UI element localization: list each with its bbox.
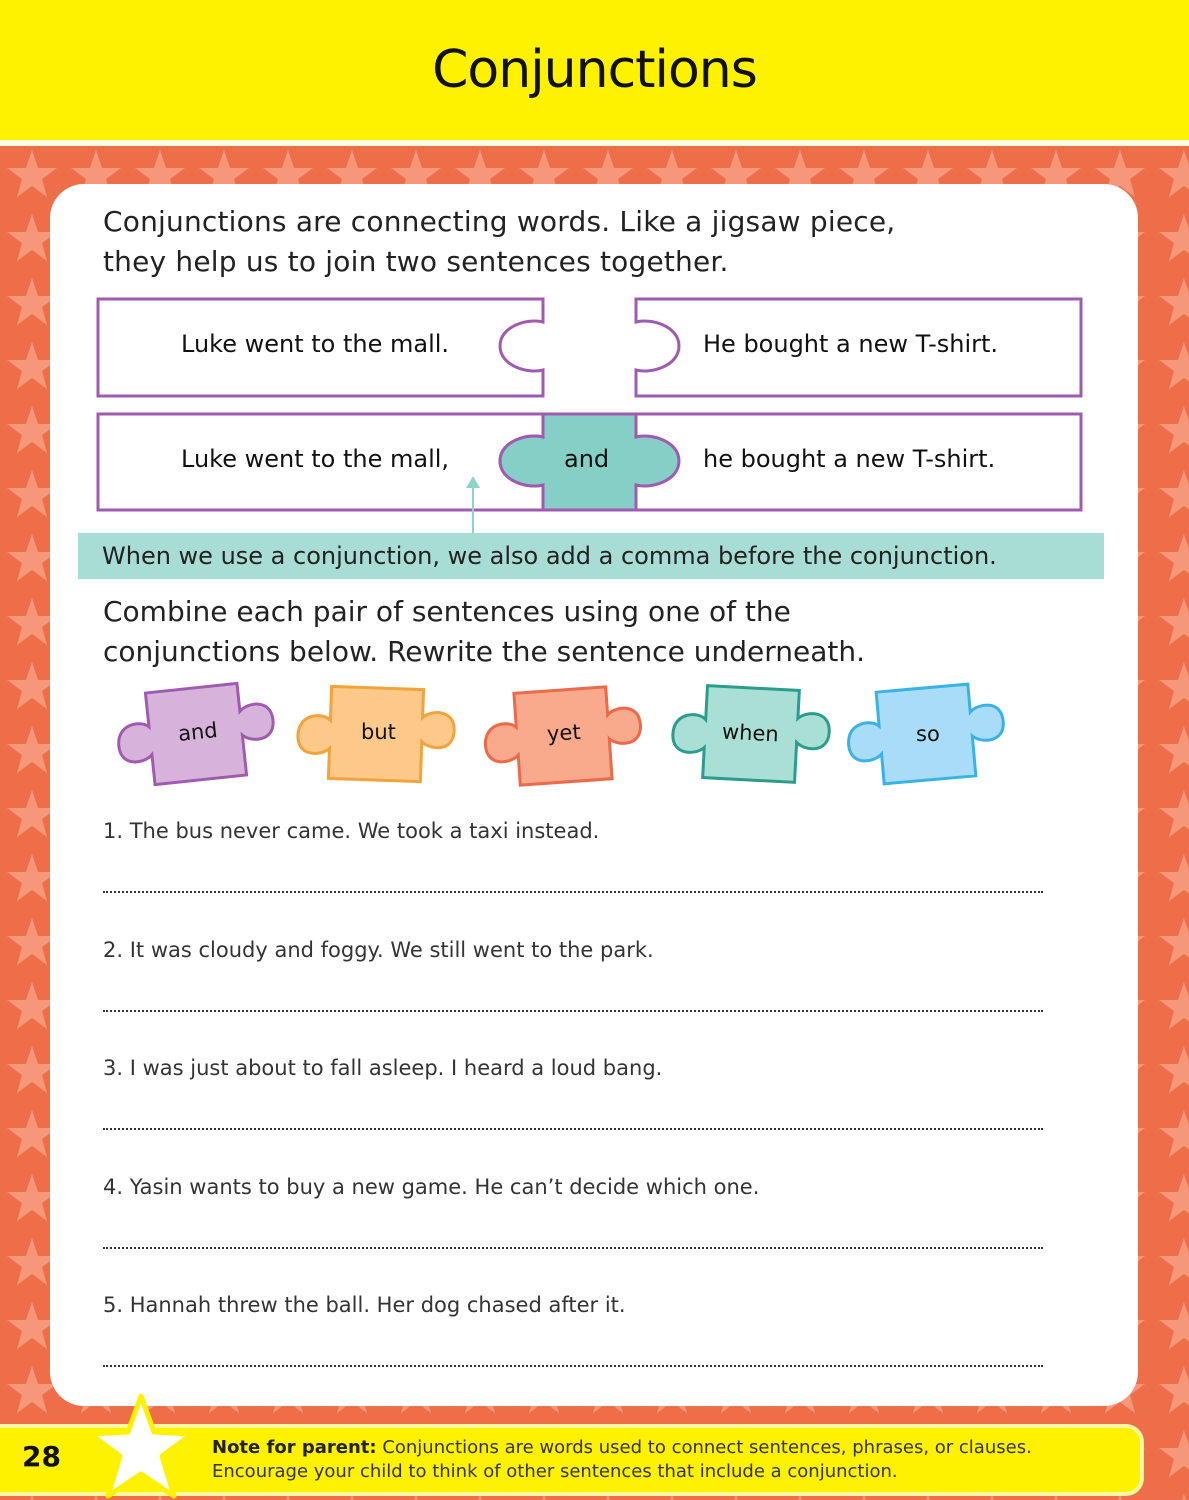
exercise-list xyxy=(103,813,1043,1406)
exercise-item xyxy=(103,1050,1043,1169)
conjunction-yet: yet xyxy=(546,719,582,747)
page-number: 28 xyxy=(22,1440,61,1473)
exercise-item xyxy=(103,813,1043,932)
page-title: Conjunctions xyxy=(432,40,757,100)
answer-line[interactable] xyxy=(103,1010,1043,1012)
star-icon xyxy=(86,1392,196,1500)
instructions-line-1: Combine each pair of sentences using one of the xyxy=(103,595,791,628)
intro-line-1: Conjunctions are connecting words. Like a jigsaw piece, xyxy=(103,205,896,238)
instructions-line-2: conjunctions below. Rewrite the sentence underneath. xyxy=(103,635,865,668)
conjunction-and: and xyxy=(176,718,219,746)
note-line-1: Conjunctions are words used to connect sentences, phrases, or clauses. xyxy=(376,1437,1032,1458)
note-label: Note for parent: xyxy=(212,1437,377,1458)
exercise-question: 3. I was just about to fall asleep. I heard a loud bang. xyxy=(103,1056,663,1080)
answer-line[interactable] xyxy=(103,891,1043,893)
combined-sentence-right: he bought a new T-shirt. xyxy=(703,445,996,473)
intro-line-2: they help us to join two sentences together. xyxy=(103,245,729,278)
answer-line[interactable] xyxy=(103,1247,1043,1249)
answer-line[interactable] xyxy=(103,1365,1043,1367)
comma-tip-text: When we use a conjunction, we also add a comma before the conjunction. xyxy=(102,542,997,570)
conjunction-when: when xyxy=(721,719,780,747)
exercise-question: 4. Yasin wants to buy a new game. He can’t decide which one. xyxy=(103,1174,760,1199)
exercise-question: 5. Hannah threw the ball. Her dog chased after it. xyxy=(103,1293,626,1317)
answer-line[interactable] xyxy=(103,1128,1043,1130)
conjunction-so: so xyxy=(916,722,940,746)
example-sentence-2: He bought a new T-shirt. xyxy=(703,330,999,358)
parent-note xyxy=(212,1436,1112,1484)
conjunction-and-example: and xyxy=(564,445,610,473)
exercise-question: 1. The bus never came. We took a taxi instead. xyxy=(103,819,600,843)
exercise-question: 2. It was cloudy and foggy. We still went to the park. xyxy=(103,937,654,962)
note-line-2: Encourage your child to think of other sentences that include a conjunction. xyxy=(212,1461,898,1482)
exercise-item xyxy=(103,1287,1043,1406)
exercise-item xyxy=(103,1169,1043,1288)
example-sentence-1: Luke went to the mall. xyxy=(181,330,450,358)
conjunction-but: but xyxy=(361,720,396,744)
combined-sentence-left: Luke went to the mall, xyxy=(181,445,450,473)
exercise-item xyxy=(103,932,1043,1051)
